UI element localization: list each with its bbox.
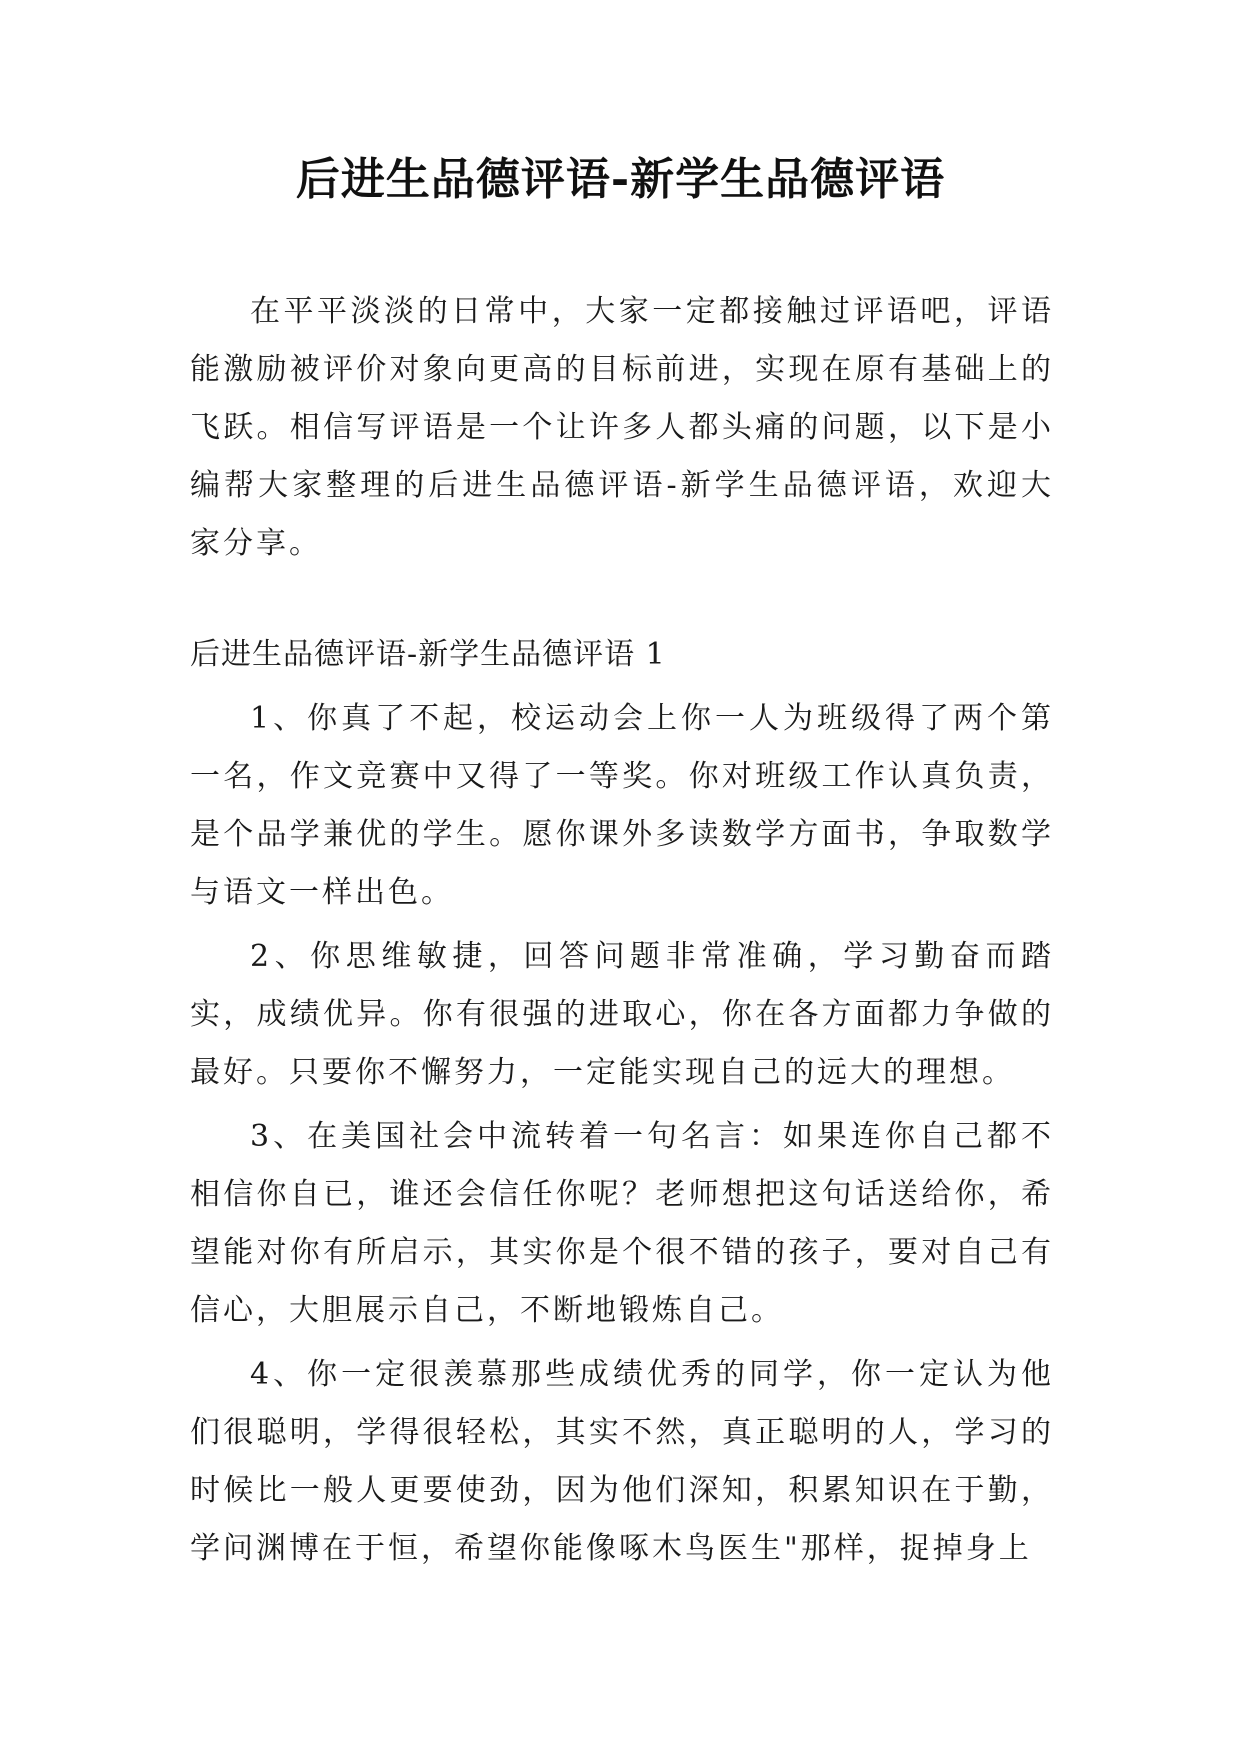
comment-item-3: 3、在美国社会中流转着一句名言：如果连你自己都不相信你自已，谁还会信任你呢？老师想把这句话送给你，希望能对你有所启示，其实你是个很不错的孩子，要对自己有信心，大胆展示自己，不断地锻炼自己。 — [190, 1119, 1054, 1328]
document-title: 后进生品德评语-新学生品德评语 — [295, 154, 946, 205]
section-heading: 后进生品德评语-新学生品德评语 1 — [190, 637, 666, 672]
comment-item-1: 1、你真了不起，校运动会上你一人为班级得了两个第一名，作文竞赛中又得了一等奖。你对班级工作认真负责，是个品学兼优的学生。愿你课外多读数学方面书，争取数学与语文一样出色。 — [190, 701, 1054, 910]
comment-item-2: 2、你思维敏捷，回答问题非常准确，学习勤奋而踏实，成绩优异。你有很强的进取心，你在各方面都力争做的最好。只要你不懈努力，一定能实现自己的远大的理想。 — [190, 939, 1054, 1090]
document-body — [190, 283, 1054, 1578]
comment-item-4: 4、你一定很羡慕那些成绩优秀的同学，你一定认为他们很聪明，学得很轻松，其实不然，真正聪明的人，学习的时候比一般人更要使劲，因为他们深知，积累知识在于勤，学问渊博在于恒，希望你能像啄木鸟医生"那样，捉掉身上 — [190, 1357, 1054, 1566]
intro-paragraph: 在平平淡淡的日常中，大家一定都接触过评语吧，评语能激励被评价对象向更高的目标前进，实现在原有基础上的飞跃。相信写评语是一个让许多人都头痛的问题，以下是小编帮大家整理的后进生品德评语-新学生品德评语，欢迎大家分享。 — [190, 294, 1054, 561]
